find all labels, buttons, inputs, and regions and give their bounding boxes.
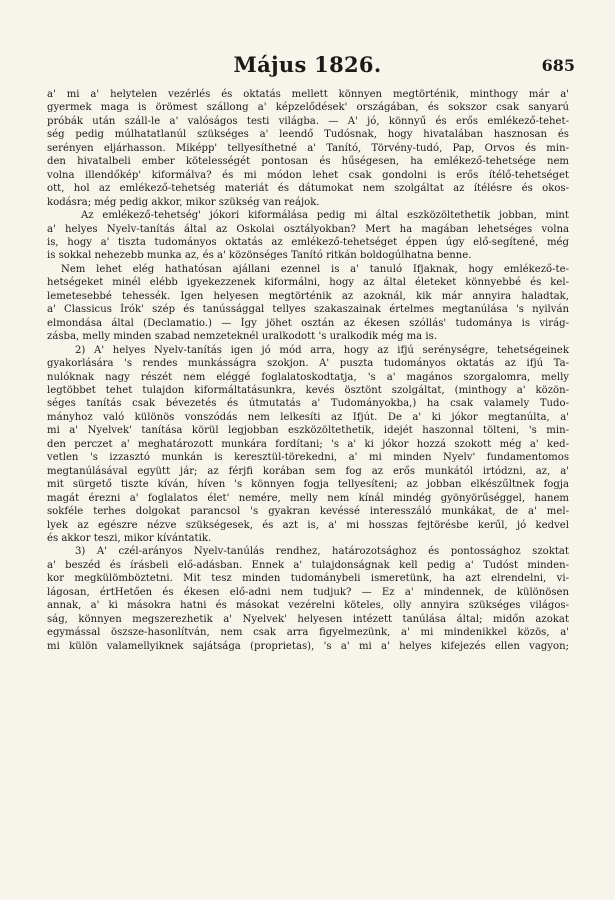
text-line: és akkor teszi, mikor kívántatik. [47,532,212,544]
page-number: 685 [541,56,575,75]
text-line: magát érezni a' foglalatos élet' nemére, melly nem kínál mindég gyönyörűséggel, hanem [47,492,569,504]
text-line: gyakorlására 's rendes munkásságra szokjon. A' puszta tudományos oktatás az ifjú Ta- [47,358,569,370]
text-line: 3) A' czél-arányos Nyelv-tanúlás rendhez, határozotsághoz és pontossághoz szoktat [75,546,569,558]
text-line: serényen eljárhasson. Miképp' tellyesíthetné a' Tanító, Törvény-tudó, Pap, Orvos és min- [47,142,569,154]
text-line: mányhoz való különös vonszódás nem lelkesíti az Ifjút. De a' ki jókor megtanúlta, a' [47,411,569,423]
text-line: elmondása által (Declamatio.) — Így jöhet osztán az ékesen szóllás' tudománya is virág- [47,317,569,329]
text-line: gyermek maga is örömest szállong a' képzelődések' országában, és sokszor csak sanyarú [47,102,569,114]
text-line: a' beszéd és írásbeli elő-adásban. Ennek a' tulajdonságnak kell pedig a' Tudóst minden- [47,559,569,571]
text-line: is, hogy a' tiszta tudományos oktatás az emlékező-tehetséget éppen úgy elő-segítené, még [47,236,569,248]
text-line: ott, hol az emlékező-tehetség materiát és dátumokat nem szolgáltat az ítélésre és okos- [47,183,569,195]
text-line: a' Classicus Írók' szép és tanússággal tellyes szakaszainak értelmes megtanúlása 's nyilván [47,304,569,316]
text-line: próbák után száll-le a' valóságos testi világba. — A' jó, könnyű és erős emlékező-tehet- [47,115,569,127]
page-header [0,52,615,82]
text-line: Nem lehet elég hathatósan ajállani ezennel is a' tanuló Ifjaknak, hogy emlékező-te- [61,263,569,275]
text-line: hetségeket minél elébb igyekezzenek kiformálni, hogy az által életeket könnyebbé és kel- [47,277,569,289]
text-line: ság, könnyen megszerezhetik a' Nyelvek' helyesen intézett tanúlása által; midőn azokat [47,613,569,625]
body-text [47,88,569,653]
text-line: sokféle terhes dolgokat parancsol 's gyakran kevéssé interesszáló munkákat, de a' mel- [47,506,569,518]
text-line: kodásra; még pedig akkor, mikor szükség van reájok. [47,196,320,208]
text-line: legtöbbet tehet tulajdon kiformáltatásunkra, kevés ösztönt szolgáltat, (minthogy a' közön- [47,384,569,396]
text-line: annak, a' ki másokra hatni és másokat vezérelni köteles, olly annyira szükséges világos- [47,600,569,612]
text-line: a' mi a' helytelen vezérlés és oktatás mellett könnyen megtörténik, minthogy már a' [47,89,569,100]
text-line: mit sürgető tiszte kíván, híven 's könnyen fogja tellyesíteni; az jobban elkészűltnek fogja [47,479,569,491]
text-line: zásba, melly minden szabad nemzeteknél uralkodott 's uralkodik még ma is. [47,331,438,343]
text-line: lyek az egészre nézve szükségesek, és azt is, a' mi hosszas fejtörésbe kerűl, jó kedvel [47,519,569,531]
running-head: Május 1826. [233,52,382,77]
text-line: nulóknak nagy részét nem eléggé foglalatoskodtatja, 's a' magános szorgalomra, melly [47,371,569,383]
text-line: den perczet a' meghatározott munkára fordítani; 's a' ki jókor hozzá szokott még a' ked- [47,438,569,450]
text-line: egymással öszsze-hasonlítván, nem csak arra figyelmezünk, a' mi mindenikkel közös, a' [47,627,569,639]
text-line: Az emlékező-tehetség' jókori kiformálása pedig mi által eszközöltethetik jobban, mint [81,210,569,222]
text-line: den hivatalbeli ember kötelességét pontosan és hűségesen, ha emlékező-tehetsége nem [47,156,569,168]
text-line: lágosan, értHetően és ékesen elő-adni nem tudjuk? — Ez a' mindennek, de különösen [47,586,569,598]
text-line: lemetesebbé tehessék. Igen helyesen megtörténik az azoknál, kik már annyira haladtak, [47,290,569,302]
text-line: 2) A' helyes Nyelv-tanítás igen jó mód arra, hogy az ifjú serénységre, tehetségeinek [75,344,569,356]
text-line: mi külön valamellyiknek sajátsága (proprietas), 's a' mi a' helyes kifejezés ellen vagyon; [47,640,569,652]
text-line: mi a' Nyelvek' tanítása körül legjobban eszközöltethetik, idejét haszonnal tölteni, 's min- [47,425,569,437]
text-line: megtanúlásával együtt jár; az férjfi korában sem fog az erős munkától irtódzni, az, a' [47,465,569,477]
text-line: ség pedig múlhatatlanúl szükséges a' leendő Tudósnak, hogy hivatalában hasznosan és [47,129,569,141]
text-line: kor megkülömböztetni. Mit tesz minden tudománybeli ismeretünk, ha azt elrendelni, vi- [47,573,569,585]
text-line: is sokkal nehezebb munka az, és a' közönséges Tanító ritkán boldogúlhatna benne. [47,250,472,262]
text-line: a' helyes Nyelv-tanítás által az Oskolai osztályokban? Mert ha magában lehetséges volna [47,223,569,235]
text-line: volna illendőkép' kiformálva? és mi módon lehet csak gondolni is erős ítélő-tehetséget [47,169,569,181]
text-line: vetlen 's izzasztó munkán is keresztül-törekedni, a' mi minden Nyelv' fundamentomos [47,452,569,464]
text-line: séges tanítás csak bévezetés és útmutatás a' Tudományokba,) ha csak valamely Tudo- [47,398,569,410]
